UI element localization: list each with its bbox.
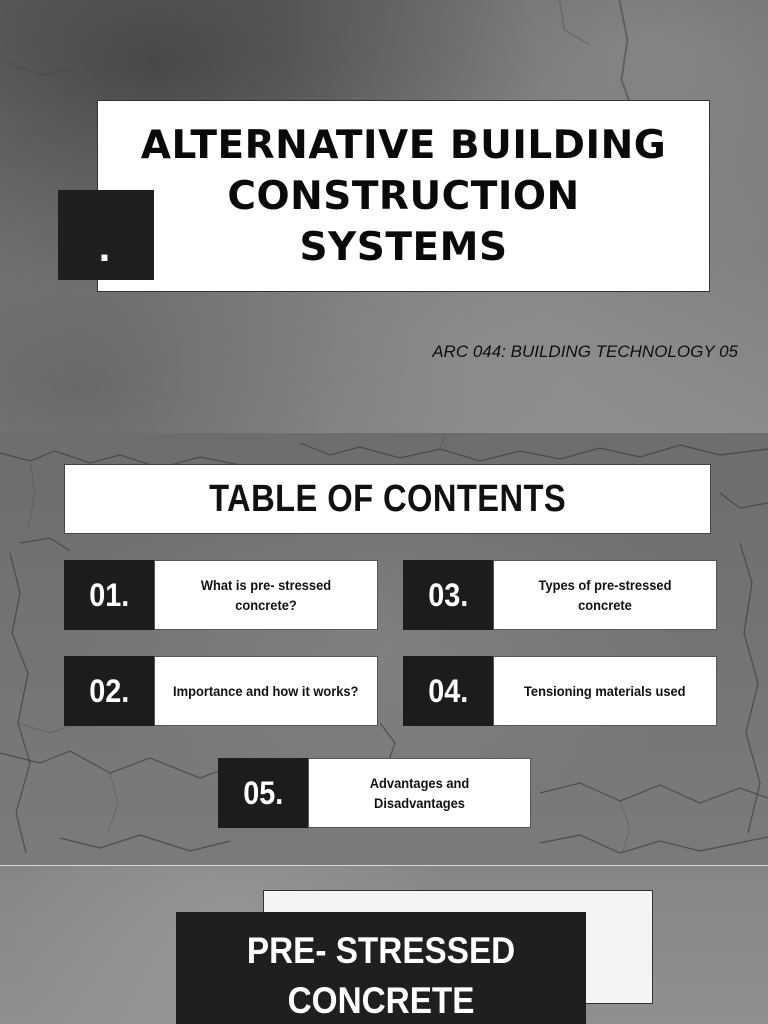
toc-number-text: 04. [427,672,469,709]
table-of-contents-slide [0,433,768,865]
section-slide [0,866,768,1024]
section-title-line-2: CONCRETE [287,980,475,1021]
toc-label-text: Advantages and Disadvantages [369,775,470,811]
toc-number [218,758,308,828]
toc-item-05[interactable] [218,758,531,828]
toc-label [154,560,378,630]
toc-label [493,656,717,726]
toc-number [403,560,493,630]
section-title-line-1: PRE- STRESSED [246,930,516,971]
toc-label [154,656,378,726]
toc-number [403,656,493,726]
toc-number-text: 01. [88,576,130,613]
toc-title-box [64,464,711,534]
title-box [97,100,710,292]
toc-label-text: Importance and how it works? [173,683,359,699]
title-line-3: SYSTEMS [299,224,508,270]
toc-item-04[interactable] [403,656,717,726]
toc-label-text: What is pre- stressed concrete? [200,577,332,613]
toc-item-01[interactable] [64,560,378,630]
accent-square-mark: . [98,230,111,270]
title-line-2: CONSTRUCTION [227,173,580,219]
toc-number-text: 05. [242,774,284,811]
section-title-box [176,912,586,1024]
toc-title: TABLE OF CONTENTS [208,477,567,520]
toc-item-03[interactable] [403,560,717,630]
toc-label [493,560,717,630]
toc-number-text: 02. [88,672,130,709]
toc-label-text: Types of pre-stressed concrete [538,577,672,613]
title-slide [0,0,768,433]
toc-item-02[interactable] [64,656,378,726]
toc-number [64,560,154,630]
toc-label-text: Tensioning materials used [524,683,686,699]
toc-label [308,758,531,828]
title-line-1: ALTERNATIVE BUILDING [140,122,667,168]
section-title [247,926,515,1024]
toc-number [64,656,154,726]
presentation-title [135,120,672,273]
course-subtitle: ARC 044: BUILDING TECHNOLOGY 05 [432,342,738,361]
toc-number-text: 03. [427,576,469,613]
accent-square [58,190,154,280]
